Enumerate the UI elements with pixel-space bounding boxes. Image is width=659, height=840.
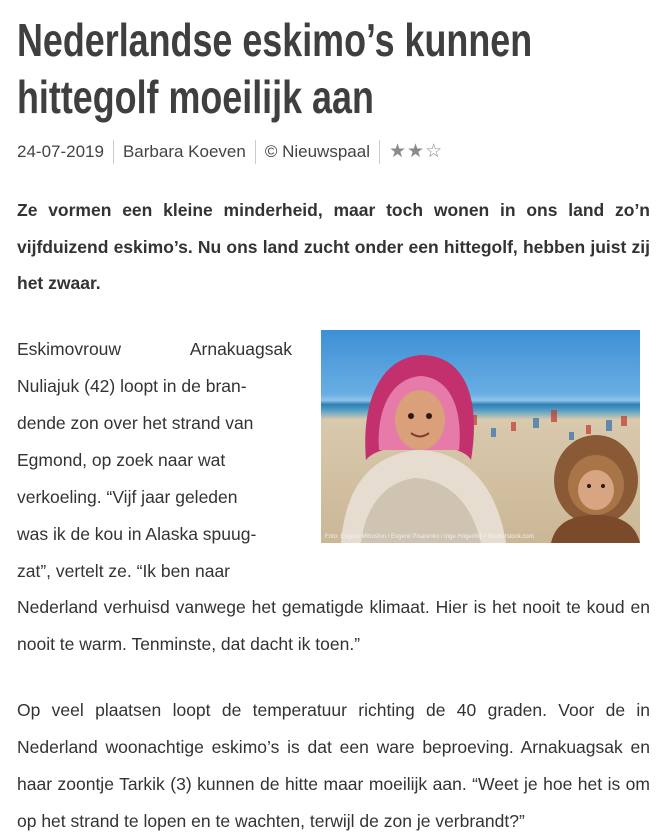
headline-line-2: hittegolf moeilijk aan	[17, 71, 374, 123]
text-line: zat”, vertelt ze. “Ik ben naar	[17, 561, 231, 581]
text-line	[17, 331, 292, 368]
paragraph-1-continued: Nederland verhuisd vanwege het gematigde klimaat. Hier is het nooit te koud en nooit te warm. Tenminste, dat dacht ik toen.”	[17, 597, 650, 654]
article-headline	[17, 12, 533, 126]
photo-credit: Foto: Evgenii Mitroshin / Evgenii Pisarenko / Inge Hogenbijl / Shutterstock.com	[325, 534, 534, 540]
meta-divider	[255, 140, 256, 164]
text-line: dende zon over het strand van	[17, 413, 254, 433]
publish-date: 24-07-2019	[17, 142, 104, 161]
star-full-icon: ★	[407, 141, 425, 162]
article-photo	[321, 330, 640, 543]
text-word: Eskimovrouw	[17, 339, 122, 359]
author-name[interactable]: Barbara Koeven	[122, 142, 246, 161]
meta-divider	[379, 140, 380, 164]
star-empty-icon: ☆	[425, 141, 443, 162]
text-line: Nuliajuk (42) loopt in de bran-	[17, 376, 247, 396]
article-lead: Ze vormen een kleine minderheid, maar toch wonen in ons land zo’n vijfduizend eskimo’s. Nu ons land zucht onder een hittegolf, hebben juist zij het zwaar.	[17, 200, 650, 293]
beach-photo-illustration	[321, 330, 640, 543]
text-word: Arnakuagsak	[189, 339, 292, 359]
text-line: was ik de kou in Alaska spuug-	[17, 524, 257, 544]
paragraph-2: Op veel plaatsen loopt de temperatuur richting de 40 graden. Voor de in Nederland woonachtige eskimo’s is dat een ware beproeving. Arnakuagsak en haar zoontje Tarkik (3) kunnen de hitte maar moeilijk aan. “Weet je hoe het is om op het strand te lopen en te wachten, terwijl de zon je verbrandt?”	[17, 700, 650, 831]
headline-line-1: Nederlandse eskimo’s kunnen	[17, 14, 533, 66]
meta-divider	[113, 140, 114, 164]
article-meta	[17, 140, 442, 164]
paragraph-1-wrapped	[17, 331, 292, 590]
source-label: © Nieuwspaal	[264, 142, 370, 161]
star-full-icon: ★	[388, 141, 407, 162]
text-line: Egmond, op zoek naar wat	[17, 450, 226, 470]
star-rating	[389, 140, 442, 164]
text-line: verkoeling. “Vijf jaar geleden	[17, 487, 238, 507]
